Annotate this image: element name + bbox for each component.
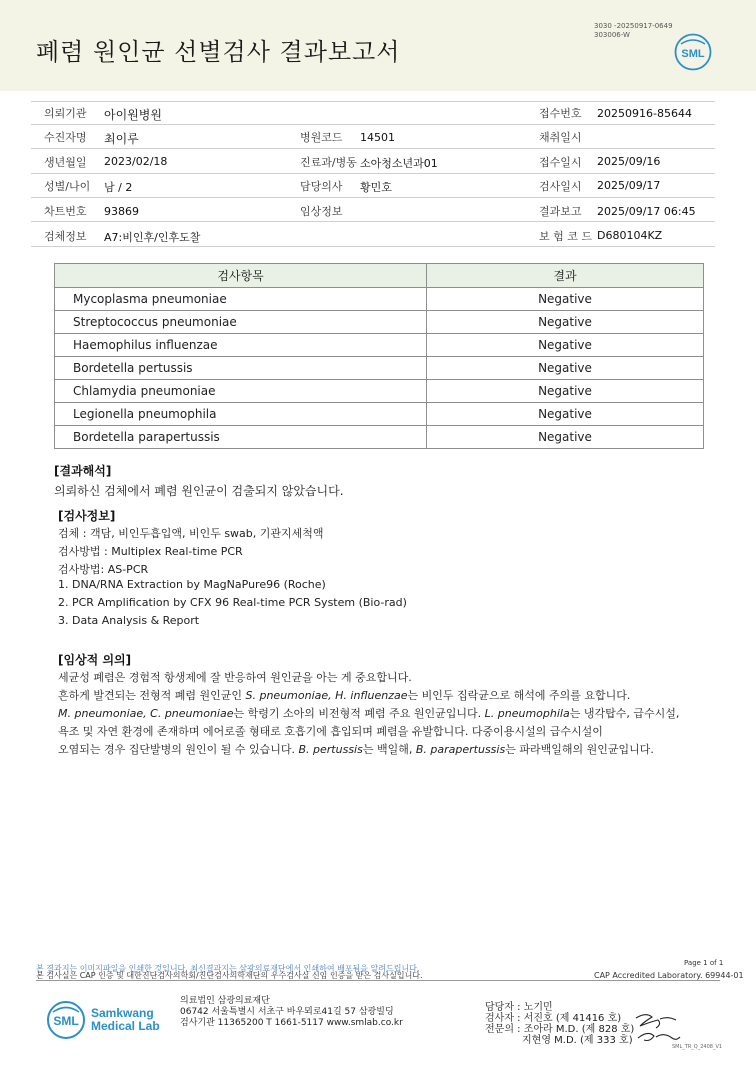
clinical-title: [임상적 의의] bbox=[58, 653, 132, 667]
chart-no-value: 93869 bbox=[104, 205, 139, 218]
staff-line: 담당자 : 노기민 bbox=[485, 1002, 553, 1013]
test-info-line: 1. DNA/RNA Extraction by MagNaPure96 (Roche) bbox=[58, 578, 326, 591]
birth-label: 생년월일 bbox=[44, 156, 87, 169]
column-header-result: 결과 bbox=[427, 264, 704, 288]
organism-names: B. parapertussis bbox=[415, 743, 506, 756]
birth-value: 2023/02/18 bbox=[104, 155, 168, 168]
receipt-no-label: 접수번호 bbox=[539, 107, 582, 120]
test-result: Negative bbox=[427, 288, 704, 311]
report-codes bbox=[594, 22, 673, 40]
test-info-line: 2. PCR Amplification by CFX 96 Real-time PCR System (Bio-rad) bbox=[58, 596, 407, 609]
test-info-line: 3. Data Analysis & Report bbox=[58, 614, 200, 627]
clinical-line-4: 욕조 및 자연 환경에 존재하며 에어로졸 형태로 호흡기에 흡입되며 폐렴을 유발합니다. 다중이용시설의 급수시설이 bbox=[58, 725, 603, 738]
test-item: Legionella pneumophila bbox=[55, 403, 427, 426]
specimen-value: A7:비인후/인후도찰 bbox=[104, 231, 201, 244]
text-span: 오염되는 경우 집단발병의 원인이 될 수 있습니다. bbox=[58, 743, 299, 756]
form-code: SML_TR_Q_2408_V1 bbox=[672, 1044, 723, 1050]
receipt-date-value: 2025/09/16 bbox=[597, 155, 661, 168]
organism-names: S. pneumoniae, H. influenzae bbox=[245, 689, 408, 702]
report-date-label: 결과보고 bbox=[539, 205, 582, 218]
receipt-date-label: 접수일시 bbox=[539, 156, 582, 169]
report-date-value: 2025/09/17 06:45 bbox=[597, 205, 696, 218]
test-info-title: [검사정보] bbox=[58, 509, 116, 523]
clinical-info-label: 임상정보 bbox=[300, 205, 343, 218]
institution-label: 의뢰기관 bbox=[44, 107, 87, 120]
table-row bbox=[55, 357, 704, 380]
divider bbox=[31, 124, 715, 125]
clinical-line-2 bbox=[58, 687, 630, 703]
certification-notice: 본 검사실은 CAP 인증 및 대한진단검사의학회/진단검사의학재단의 우수검사실 신임 인증을 받은 검사실입니다. bbox=[36, 971, 423, 980]
signature-image bbox=[632, 1010, 682, 1046]
organism-names: L. pneumophila bbox=[484, 707, 570, 720]
test-item: Mycoplasma pneumoniae bbox=[55, 288, 427, 311]
footer-divider bbox=[36, 980, 720, 981]
sml-logo-text: SML bbox=[681, 48, 705, 60]
staff-info bbox=[485, 1002, 634, 1046]
logo-name-line-1: Samkwang bbox=[91, 1006, 154, 1020]
table-row bbox=[55, 380, 704, 403]
samkwang-logo-text bbox=[91, 1007, 160, 1033]
logo-name-line-2: Medical Lab bbox=[91, 1019, 160, 1033]
divider bbox=[31, 197, 715, 198]
staff-line: 지현영 M.D. (제 333 호) bbox=[522, 1035, 633, 1046]
results-header-row bbox=[55, 264, 704, 288]
test-item: Haemophilus influenzae bbox=[55, 334, 427, 357]
results-table bbox=[54, 263, 704, 449]
name-value: 최이루 bbox=[104, 132, 139, 146]
text-span: 흔하게 발견되는 전형적 폐렴 원인균인 bbox=[58, 689, 246, 702]
collect-date-label: 채취일시 bbox=[539, 131, 582, 144]
test-result: Negative bbox=[427, 426, 704, 449]
test-result: Negative bbox=[427, 311, 704, 334]
report-code-1: 3030 -20250917-0649 bbox=[594, 22, 673, 30]
text-span: 는 비인두 집락균으로 해석에 주의를 요합니다. bbox=[407, 689, 631, 702]
test-info-line: 검체 : 객담, 비인두흡입액, 비인두 swab, 기관지세척액 bbox=[58, 527, 324, 540]
table-row bbox=[55, 288, 704, 311]
hospital-code-value: 14501 bbox=[360, 131, 395, 144]
interpretation-text: 의뢰하신 검체에서 폐렴 원인균이 검출되지 않았습니다. bbox=[54, 484, 344, 498]
dept-value: 소아청소년과01 bbox=[360, 157, 438, 170]
test-date-value: 2025/09/17 bbox=[597, 179, 661, 192]
test-item: Bordetella parapertussis bbox=[55, 426, 427, 449]
receipt-no-value: 20250916-85644 bbox=[597, 107, 692, 120]
cap-accreditation: CAP Accredited Laboratory. 69944-01 bbox=[594, 971, 744, 980]
chart-no-label: 차트번호 bbox=[44, 205, 87, 218]
staff-line: 전문의 : 조아라 M.D. (제 828 호) bbox=[485, 1024, 635, 1035]
interpretation-title: [결과해석] bbox=[54, 464, 112, 478]
divider bbox=[31, 148, 715, 149]
test-date-label: 검사일시 bbox=[539, 180, 582, 193]
test-info-line: 검사방법: AS-PCR bbox=[58, 563, 149, 576]
organization-contact: 검사기관 11365200 T 1661-5117 www.smlab.co.kr bbox=[180, 1018, 403, 1028]
clinical-line-3 bbox=[58, 705, 679, 721]
page-number: Page 1 of 1 bbox=[684, 959, 724, 967]
clinical-line-1: 세균성 폐렴은 경험적 항생제에 잘 반응하여 원인균을 아는 게 중요합니다. bbox=[58, 671, 412, 684]
table-row bbox=[55, 403, 704, 426]
text-span: 는 백일해, bbox=[362, 743, 416, 756]
divider bbox=[31, 173, 715, 174]
organization-address: 06742 서울특별시 서초구 바우뫼로41길 57 삼광빌딩 bbox=[180, 1007, 394, 1017]
report-code-2: 303006-W bbox=[594, 31, 630, 39]
institution-value: 아이원병원 bbox=[104, 108, 162, 122]
name-label: 수진자명 bbox=[44, 131, 87, 144]
clinical-line-5 bbox=[58, 741, 654, 757]
insurance-code-value: D680104KZ bbox=[597, 229, 663, 242]
table-row bbox=[55, 311, 704, 334]
staff-line: 검사자 : 서진호 (제 41416 호) bbox=[485, 1013, 622, 1024]
hospital-code-label: 병원코드 bbox=[300, 131, 343, 144]
sml-logo-text: SML bbox=[53, 1014, 79, 1028]
doctor-label: 담당의사 bbox=[300, 180, 343, 193]
divider bbox=[31, 221, 715, 222]
insurance-code-label: 보 험 코 드 bbox=[539, 230, 592, 243]
test-info-line: 검사방법 : Multiplex Real-time PCR bbox=[58, 545, 243, 558]
report-title: 폐렴 원인균 선별검사 결과보고서 bbox=[36, 38, 401, 66]
test-result: Negative bbox=[427, 357, 704, 380]
print-notice: 본 결과지는 이미지파일을 인쇄한 것입니다. 최신결과지는 삼광의료재단에서 인쇄하여 배포됨을 알려드립니다. bbox=[36, 964, 420, 973]
divider bbox=[31, 246, 715, 247]
test-result: Negative bbox=[427, 403, 704, 426]
text-span: 는 냉각탑수, 급수시설, bbox=[569, 707, 680, 720]
column-header-item: 검사항목 bbox=[55, 264, 427, 288]
sex-age-label: 성별/나이 bbox=[44, 180, 91, 193]
sex-age-value: 남 / 2 bbox=[104, 181, 133, 194]
organization-info bbox=[180, 996, 403, 1029]
text-span: 는 학령기 소아의 비전형적 폐렴 주요 원인균입니다. bbox=[233, 707, 485, 720]
organism-names: B. pertussis bbox=[298, 743, 363, 756]
test-item: Streptococcus pneumoniae bbox=[55, 311, 427, 334]
table-row bbox=[55, 426, 704, 449]
test-item: Bordetella pertussis bbox=[55, 357, 427, 380]
dept-label: 진료과/병동 bbox=[300, 156, 357, 169]
specimen-label: 검체정보 bbox=[44, 230, 87, 243]
test-result: Negative bbox=[427, 380, 704, 403]
organism-names: M. pneumoniae, C. pneumoniae bbox=[58, 707, 234, 720]
sml-logo-icon bbox=[674, 33, 712, 71]
test-result: Negative bbox=[427, 334, 704, 357]
divider bbox=[31, 101, 715, 102]
sml-logo-icon bbox=[44, 1000, 88, 1040]
test-item: Chlamydia pneumoniae bbox=[55, 380, 427, 403]
table-row bbox=[55, 334, 704, 357]
text-span: 는 파라백일해의 원인균입니다. bbox=[505, 743, 654, 756]
doctor-value: 황민호 bbox=[360, 181, 392, 194]
organization-name: 의료법인 삼광의료재단 bbox=[180, 996, 270, 1006]
